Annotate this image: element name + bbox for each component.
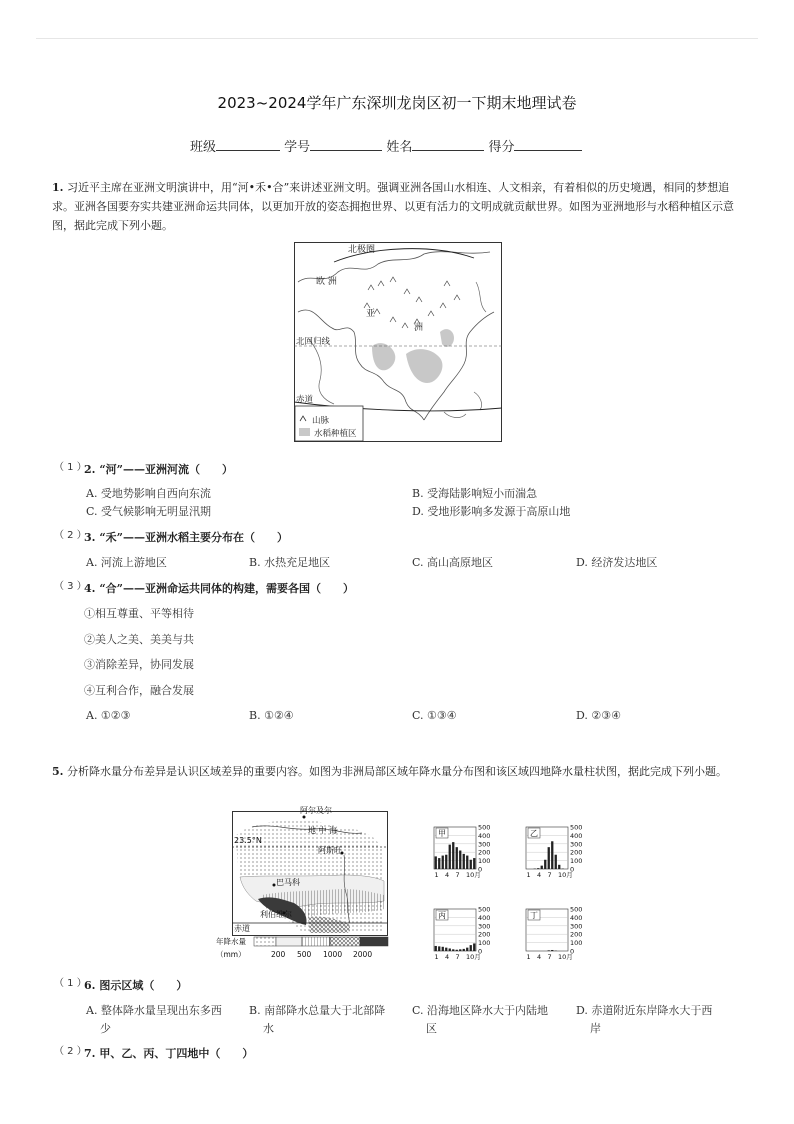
chart-1-y-tick: 100 <box>570 857 583 866</box>
chart-3-x-tick: 10月 <box>558 953 573 961</box>
chart-3-bar <box>548 950 550 951</box>
q2-stem <box>84 461 233 477</box>
label-tropic-lat: 23.5°N <box>234 836 262 845</box>
q6-option-b[interactable] <box>249 1002 385 1038</box>
chart-1-bar <box>551 841 553 869</box>
page-title: 2023~2024学年广东深圳龙岗区初一下期末地理试卷 <box>217 94 577 112</box>
q6-option-d[interactable] <box>576 1002 712 1038</box>
q4-text: “合”——亚洲命运共同体的构建，需要各国（ ） <box>99 582 354 595</box>
chart-1-bar <box>558 865 560 869</box>
chart-2-bar <box>463 949 465 951</box>
student-info-line <box>190 136 582 155</box>
q4-statement-1: ①相互尊重、平等相待 <box>84 607 194 620</box>
q1-text: 习近平主席在亚洲文明演讲中，用“河•禾•合”来讲述亚洲文明。强调亚洲各国山水相连、人文相亲，有着相似的历史境遇，相同的梦想追求。亚洲各国要夯实共建亚洲命运共同体，以更加开放的姿态拥抱世界、以更有活力的文明成就贡献世界。如图为亚洲地形与水稻种植区示意图，据此完成下列小题。 <box>52 181 734 232</box>
chart-0-x-tick: 7 <box>455 871 460 879</box>
chart-3-y-tick: 100 <box>570 939 583 948</box>
q2-option-b[interactable]: B. 受海陆影响短小而湍急 <box>412 487 538 500</box>
chart-2-x-tick: 1 <box>434 953 439 961</box>
chart-2-bar <box>470 945 472 951</box>
q3-option-b[interactable]: B. 水热充足地区 <box>249 556 331 569</box>
chart-2-x-tick: 7 <box>455 953 460 961</box>
chart-0-bar <box>435 856 437 869</box>
q1-intro <box>52 178 742 235</box>
q4-stem <box>84 580 354 596</box>
q6-option-a-line2: 少 <box>100 1022 111 1035</box>
africa-figure <box>212 805 592 963</box>
id-label: 学号 <box>284 140 311 155</box>
chart-3-y-tick: 300 <box>570 922 583 931</box>
id-blank[interactable] <box>310 138 382 151</box>
chart-0-bar <box>442 856 444 869</box>
legend-tick-500: 500 <box>297 950 312 959</box>
q6-option-a-line1: A. 整体降水量呈现出东多西 <box>86 1004 222 1017</box>
q6-option-c-line1: C. 沿海地区降水大于内陆地 <box>412 1004 549 1017</box>
q7-number: 7. <box>84 1047 96 1060</box>
chart-2-bar <box>449 948 451 951</box>
label-asia-2: 洲 <box>414 323 424 333</box>
chart-0-y-tick: 100 <box>478 857 491 866</box>
legend-tick-2000: 2000 <box>353 950 373 959</box>
q6-option-d-line2: 岸 <box>590 1022 601 1035</box>
chart-0-y-tick: 400 <box>478 831 491 840</box>
chart-0-x-tick: 4 <box>445 871 450 879</box>
chart-1-y-tick: 0 <box>570 865 575 874</box>
name-label: 姓名 <box>386 140 413 155</box>
legend-tick-200: 200 <box>271 950 286 959</box>
q6-option-a[interactable] <box>86 1002 222 1038</box>
q4-number: 4. <box>84 582 96 595</box>
q6-option-b-line1: B. 南部降水总量大于北部降 <box>249 1004 386 1017</box>
chart-2-y-tick: 200 <box>478 930 491 939</box>
q6-option-d-line1: D. 赤道附近东岸降水大于西 <box>576 1004 713 1017</box>
chart-3-station-label: 丁 <box>530 911 538 920</box>
chart-2-y-tick: 0 <box>478 947 483 956</box>
asia-map <box>294 242 502 442</box>
africa-map <box>216 805 388 959</box>
chart-2-bar <box>442 947 444 951</box>
chart-0-bar <box>449 845 451 869</box>
chart-1-y-tick: 400 <box>570 831 583 840</box>
q4-option-a[interactable]: A. ①②③ <box>86 709 131 722</box>
q5-intro <box>52 762 742 781</box>
chart-2-bar <box>473 943 475 951</box>
q3-option-c[interactable]: C. 高山高原地区 <box>412 556 494 569</box>
q2-tag: （ 1 ） <box>54 462 87 473</box>
chart-0-bar <box>470 860 472 869</box>
score-blank[interactable] <box>514 138 582 151</box>
q6-option-b-line2: 水 <box>263 1022 274 1035</box>
chart-2-bar <box>459 949 461 951</box>
q6-option-c-line2: 区 <box>426 1022 437 1035</box>
label-algiers: 阿尔及尔 <box>300 806 332 815</box>
q1-number: 1. <box>52 181 64 194</box>
chart-3-y-tick: 200 <box>570 930 583 939</box>
chart-1-bar <box>541 866 543 869</box>
q2-option-a[interactable]: A. 受地势影响自西向东流 <box>86 487 211 500</box>
class-blank[interactable] <box>216 138 280 151</box>
chart-2-bar <box>452 949 454 951</box>
chart-0-y-tick: 200 <box>478 848 491 857</box>
q4-option-c[interactable]: C. ①③④ <box>412 709 457 722</box>
q2-number: 2. <box>84 463 96 476</box>
chart-0-bar <box>473 858 475 869</box>
chart-0-station-label: 甲 <box>438 829 446 838</box>
chart-2-x-tick: 10月 <box>466 953 481 961</box>
label-bamako: 巴马科 <box>276 878 300 887</box>
q6-number: 6. <box>84 979 96 992</box>
q4-statement-4: ④互利合作，融合发展 <box>84 684 194 697</box>
legend-mountain: 山脉 <box>312 416 330 426</box>
precipitation-charts <box>434 824 582 962</box>
chart-1-x-tick: 10月 <box>558 871 573 879</box>
chart-3-bar <box>551 950 553 951</box>
name-blank[interactable] <box>412 138 484 151</box>
header-rule <box>36 38 758 39</box>
chart-0-x-tick: 1 <box>434 871 439 879</box>
chart-0-bar <box>438 858 440 869</box>
score-label: 得分 <box>488 140 515 155</box>
q7-text: 甲、乙、丙、丁四地中（ ） <box>99 1047 254 1060</box>
q3-option-d[interactable]: D. 经济发达地区 <box>576 556 658 569</box>
chart-1-station-label: 乙 <box>530 829 538 838</box>
chart-1-bar <box>544 860 546 869</box>
chart-1-x-tick: 1 <box>526 871 531 879</box>
chart-0-bar <box>459 851 461 869</box>
legend-title-2: （mm） <box>216 950 246 959</box>
label-libreville: 利伯维尔 <box>260 910 292 919</box>
chart-0-x-tick: 10月 <box>466 871 481 879</box>
q7-tag: （ 2 ） <box>54 1046 87 1057</box>
q3-tag: （ 2 ） <box>54 530 87 541</box>
q4-tag: （ 3 ） <box>54 581 87 592</box>
q6-text: 图示区域（ ） <box>99 979 188 992</box>
q6-option-c[interactable] <box>412 1002 548 1038</box>
chart-2-bar <box>438 946 440 951</box>
chart-1-x-tick: 7 <box>547 871 552 879</box>
chart-2-y-tick: 500 <box>478 905 491 914</box>
chart-1-y-tick: 200 <box>570 848 583 857</box>
chart-1-bar <box>555 855 557 869</box>
chart-2-x-tick: 4 <box>445 953 450 961</box>
class-label: 班级 <box>190 140 217 155</box>
label-equator: 赤道 <box>296 395 314 405</box>
q2-option-c[interactable]: C. 受气候影响无明显汛期 <box>86 505 212 518</box>
q3-number: 3. <box>84 531 96 544</box>
label-tropic: 北回归线 <box>296 337 331 347</box>
q3-stem <box>84 529 288 545</box>
chart-1-x-tick: 4 <box>537 871 542 879</box>
chart-0-bar <box>452 842 454 869</box>
legend-tick-1000: 1000 <box>323 950 343 959</box>
label-aswan: 阿斯旺 <box>318 846 342 855</box>
q4-statement-2: ②美人之美、美美与共 <box>84 633 194 646</box>
q4-option-d[interactable]: D. ②③④ <box>576 709 622 722</box>
chart-2-bar <box>466 948 468 951</box>
q3-option-a[interactable]: A. 河流上游地区 <box>86 556 167 569</box>
q5-number: 5. <box>52 765 64 778</box>
chart-0-bar <box>466 856 468 869</box>
chart-1-bar <box>537 868 539 869</box>
chart-1-bar <box>548 847 550 869</box>
label-asia-1: 亚 <box>366 309 376 319</box>
chart-3-y-tick: 0 <box>570 947 575 956</box>
q4-option-b[interactable]: B. ①②④ <box>249 709 294 722</box>
label-arctic-circle: 北极圈 <box>348 245 376 255</box>
chart-3-y-tick: 400 <box>570 913 583 922</box>
chart-0-y-tick: 500 <box>478 823 491 832</box>
q7-stem <box>84 1045 253 1061</box>
q6-tag: （ 1 ） <box>54 978 87 989</box>
label-europe: 欧 洲 <box>316 277 337 287</box>
chart-3-x-tick: 1 <box>526 953 531 961</box>
chart-3-y-tick: 500 <box>570 905 583 914</box>
chart-0-bar <box>456 847 458 869</box>
label-mediterranean: 地 中 海 <box>308 826 338 835</box>
q4-statement-3: ③消除差异，协同发展 <box>84 658 194 671</box>
legend-title-1: 年降水量 <box>216 937 246 946</box>
q6-stem <box>84 977 187 993</box>
chart-2-y-tick: 100 <box>478 939 491 948</box>
chart-3-x-tick: 7 <box>547 953 552 961</box>
chart-1-y-tick: 300 <box>570 840 583 849</box>
chart-2-station-label: 丙 <box>438 911 446 920</box>
chart-2-y-tick: 300 <box>478 922 491 931</box>
q2-option-d[interactable]: D. 受地形影响多发源于高原山地 <box>412 505 571 518</box>
label-equator-africa: 赤道 <box>234 924 250 933</box>
chart-0-bar <box>463 854 465 869</box>
q2-text: “河”——亚洲河流（ ） <box>99 463 233 476</box>
chart-2-y-tick: 400 <box>478 913 491 922</box>
q5-text: 分析降水量分布差异是认识区域差异的重要内容。如图为非洲局部区域年降水量分布图和该区域四地降水量柱状图，据此完成下列小题。 <box>66 765 727 778</box>
chart-0-bar <box>445 855 447 869</box>
chart-0-y-tick: 300 <box>478 840 491 849</box>
chart-2-bar <box>445 948 447 951</box>
chart-3-x-tick: 4 <box>537 953 542 961</box>
q3-text: “禾”——亚洲水稻主要分布在（ ） <box>99 531 288 544</box>
chart-2-bar <box>456 950 458 951</box>
chart-2-bar <box>435 946 437 951</box>
chart-0-y-tick: 0 <box>478 865 483 874</box>
chart-1-y-tick: 500 <box>570 823 583 832</box>
legend-rice: 水稻种植区 <box>314 429 357 439</box>
